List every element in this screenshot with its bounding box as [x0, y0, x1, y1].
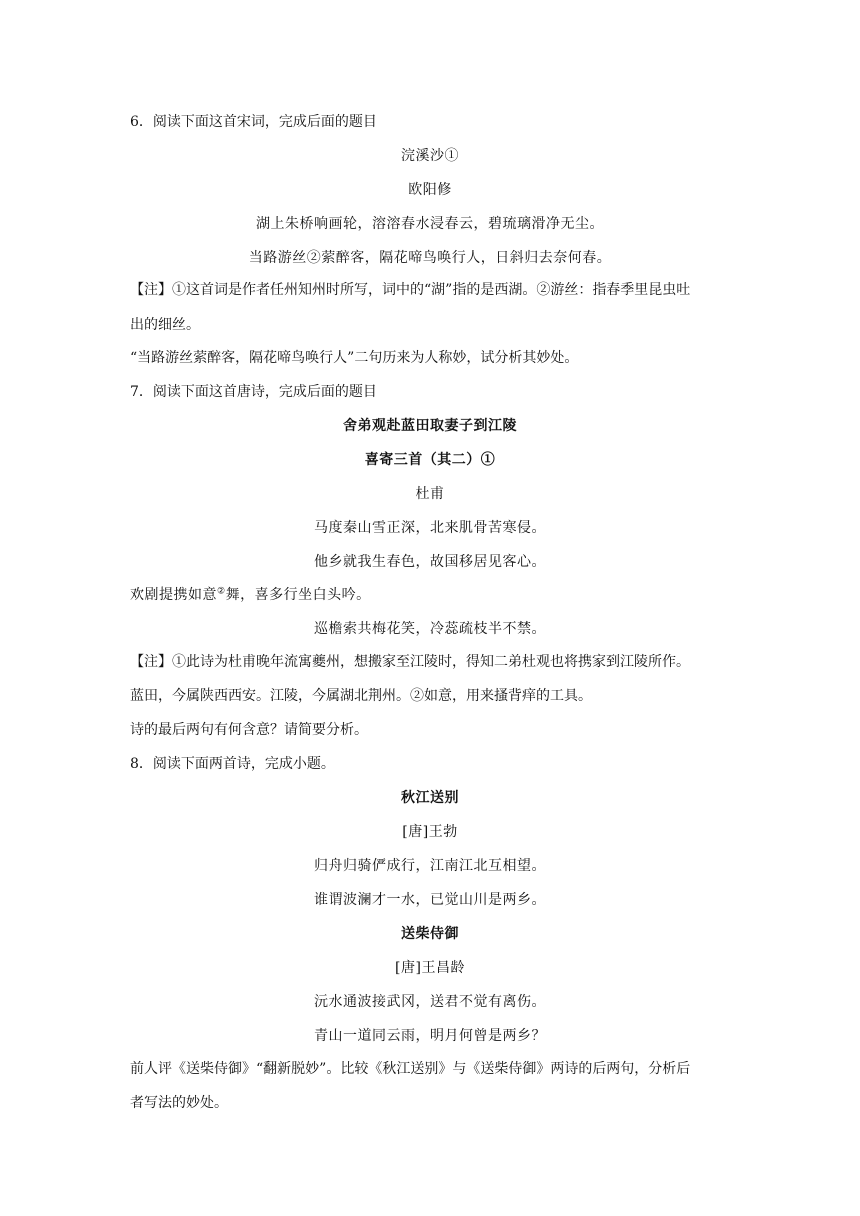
q7-poem-line-4: 巡檐索共梅花笑，冷蕊疏枝半不禁。: [314, 621, 546, 637]
q8-poem-a-author: [唐]王勃: [402, 824, 458, 840]
q8-poem-a-line-2: 谁谓波澜才一水，已觉山川是两乡。: [314, 892, 546, 908]
q6-poem-line-2: 当路游丝②萦醉客，隔花啼鸟唤行人，日斜归去奈何春。: [248, 250, 612, 266]
q6-heading: 6．阅读下面这首宋词，完成后面的题目: [130, 114, 377, 130]
q7-footnote-marker: ②: [217, 586, 226, 597]
q7-poem-title-1: 舍弟观赴蓝田取妻子到江陵: [343, 418, 517, 434]
q8-poem-b-author: [唐]王昌龄: [395, 960, 465, 976]
q7-poem-line-2: 他乡就我生春色，故国移居见客心。: [314, 554, 546, 570]
q7-heading: 7．阅读下面这首唐诗，完成后面的题目: [130, 384, 377, 400]
q8-poem-a-line-1: 归舟归骑俨成行，江南江北互相望。: [314, 858, 546, 874]
q8-poem-b-title: 送柴侍御: [401, 926, 459, 942]
q7-note-line-1: 【注】①此诗为杜甫晚年流寓夔州，想搬家至江陵时，得知二弟杜观也将携家到江陵所作。: [130, 654, 690, 670]
q8-heading: 8．阅读下面两首诗，完成小题。: [130, 756, 335, 772]
q7-poem-line-3-b: 舞，喜多行坐白头吟。: [225, 587, 371, 603]
q6-note-line-1: 【注】①这首词是作者任州知州时所写，词中的“湖”指的是西湖。②游丝：指春季里昆虫吐: [130, 282, 691, 298]
q7-poem-title-2: 喜寄三首（其二）①: [364, 452, 496, 468]
q8-poem-b-line-2: 青山一道同云雨，明月何曾是两乡？: [314, 1028, 546, 1044]
q7-poem-line-3: [130, 585, 371, 605]
q6-note-line-2: 出的细丝。: [130, 317, 200, 333]
q7-poem-line-3-a: 欢剧提携如意: [130, 587, 217, 603]
q8-question-line-2: 者写法的妙处。: [130, 1095, 228, 1111]
q8-question-line-1: 前人评《送柴侍御》“翻新脱妙”。比较《秋江送别》与《送柴侍御》两诗的后两句，分析后: [130, 1061, 691, 1077]
q6-poem-line-1: 湖上朱桥响画轮，溶溶春水浸春云，碧琉璃滑净无尘。: [256, 216, 604, 232]
q6-question: “当路游丝萦醉客，隔花啼鸟唤行人”二句历来为人称妙，试分析其妙处。: [130, 350, 579, 366]
q8-poem-a-title: 秋江送别: [401, 790, 459, 806]
q7-note-line-2: 蓝田，今属陕西西安。江陵，今属湖北荆州。②如意，用来搔背痒的工具。: [130, 688, 592, 704]
q7-poem-line-1: 马度秦山雪正深，北来肌骨苦寒侵。: [314, 520, 546, 536]
q8-poem-b-line-1: 沅水通波接武冈，送君不觉有离伤。: [314, 994, 546, 1010]
q7-poem-author: 杜甫: [415, 486, 445, 502]
q7-question: 诗的最后两句有何含意？请简要分析。: [130, 722, 368, 738]
q6-poem-title: 浣溪沙①: [401, 148, 459, 164]
q6-poem-author: 欧阳修: [408, 182, 452, 198]
